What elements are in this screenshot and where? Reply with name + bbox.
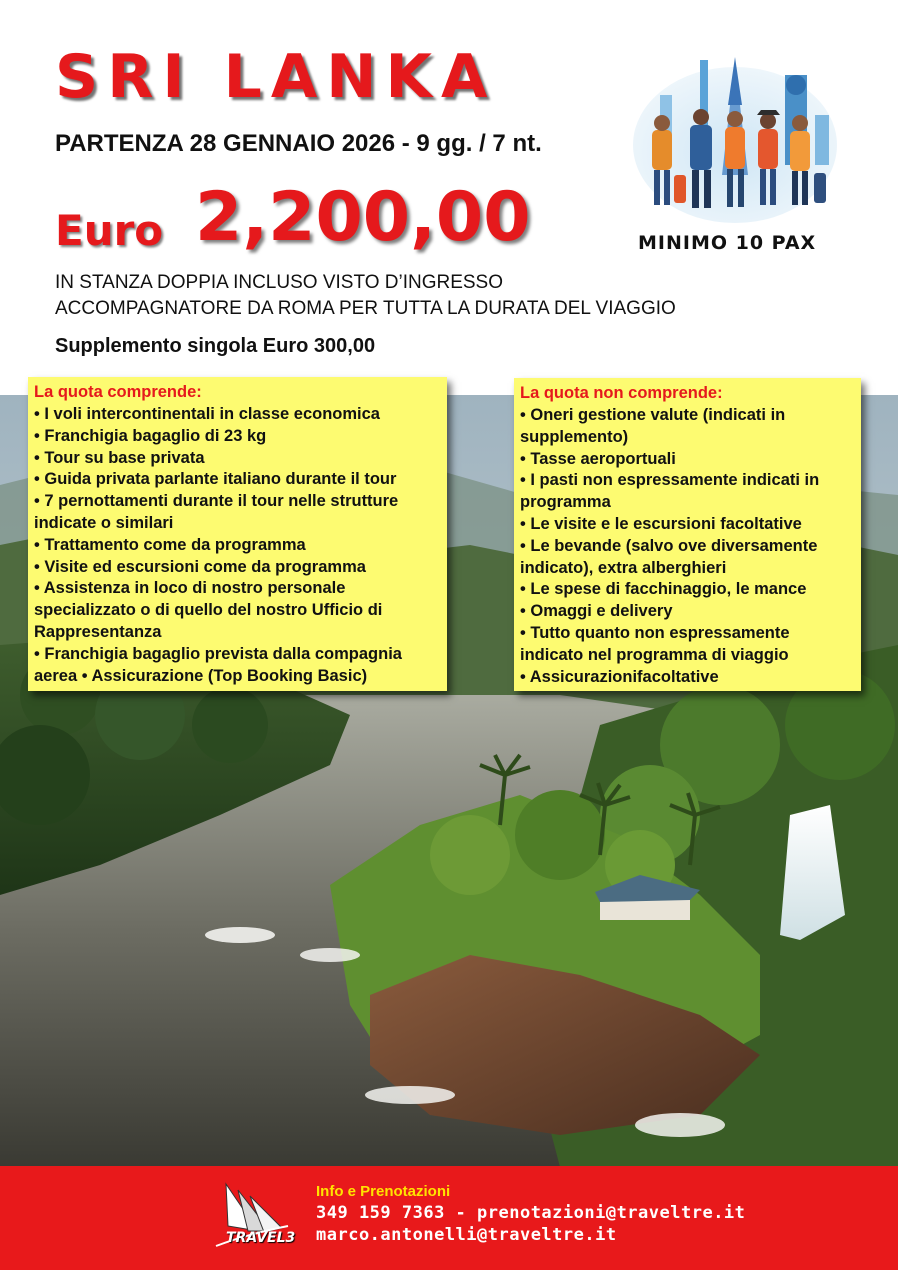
list-item: • Oneri gestione valute (indicati in supplemento) [520, 406, 786, 446]
list-item: • Franchigia bagaglio di 23 kg [34, 426, 267, 445]
contact-email[interactable]: marco.antonelli@traveltre.it [316, 1225, 617, 1245]
list-item: • Le bevande (salvo ove diversamente indicato), extra alberghieri [520, 536, 818, 577]
excludes-box [514, 378, 861, 691]
list-item: • Le visite e le escursioni facoltative [520, 514, 802, 533]
travel3-logo-text: TRAVEL3 [226, 1230, 296, 1246]
includes-list [34, 404, 441, 687]
excludes-list [520, 405, 855, 688]
list-item: • Assistenza in loco di nostro personale specializzato o di quello del nostro Ufficio di Rappresentanza [34, 579, 383, 641]
contact-phone-email[interactable]: 349 159 7363 - prenotazioni@traveltre.it [316, 1203, 746, 1223]
destination-title: SRI LANKA [55, 42, 497, 112]
travelers-illustration [630, 55, 840, 225]
departure-info: PARTENZA 28 GENNAIO 2026 - 9 gg. / 7 nt. [55, 130, 542, 157]
excludes-heading: La quota non comprende: [520, 384, 723, 402]
minimum-pax: MINIMO 10 PAX [638, 232, 817, 254]
includes-box [28, 377, 447, 691]
list-item: • Le spese di facchinaggio, le mance [520, 580, 807, 599]
price-currency: Euro [55, 206, 164, 255]
list-item: • Tasse aeroportuali [520, 449, 676, 468]
list-item: • I pasti non espressamente indicati in programma [520, 471, 820, 512]
list-item: • Trattamento come da programma [34, 535, 306, 554]
list-item: • 7 pernottamenti durante il tour nelle strutture indicate o similari [34, 492, 399, 532]
price-amount: 2,200,00 [195, 178, 531, 257]
room-note: IN STANZA DOPPIA INCLUSO VISTO D’INGRESSO [55, 272, 504, 293]
footer-bar [0, 1166, 898, 1270]
list-item: • Guida privata parlante italiano durante il tour [34, 470, 397, 489]
list-item: • Tutto quanto non espressamente indicato nel programma di viaggio [520, 623, 790, 664]
list-item: • Franchigia bagaglio prevista dalla compagnia aerea • Assicurazione (Top Booking Basic) [34, 644, 402, 685]
single-supplement: Supplemento singola Euro 300,00 [55, 335, 376, 357]
list-item: • Visite ed escursioni come da programma [34, 557, 366, 576]
list-item: • Omaggi e delivery [520, 602, 673, 621]
list-item: • I voli intercontinentali in classe economica [34, 405, 380, 423]
includes-heading: La quota comprende: [34, 383, 202, 401]
info-label: Info e Prenotazioni [316, 1183, 451, 1200]
escort-note: ACCOMPAGNATORE DA ROMA PER TUTTA LA DURATA DEL VIAGGIO [55, 298, 676, 319]
list-item: • Assicurazionifacoltative [520, 667, 719, 686]
list-item: • Tour su base privata [34, 448, 205, 467]
